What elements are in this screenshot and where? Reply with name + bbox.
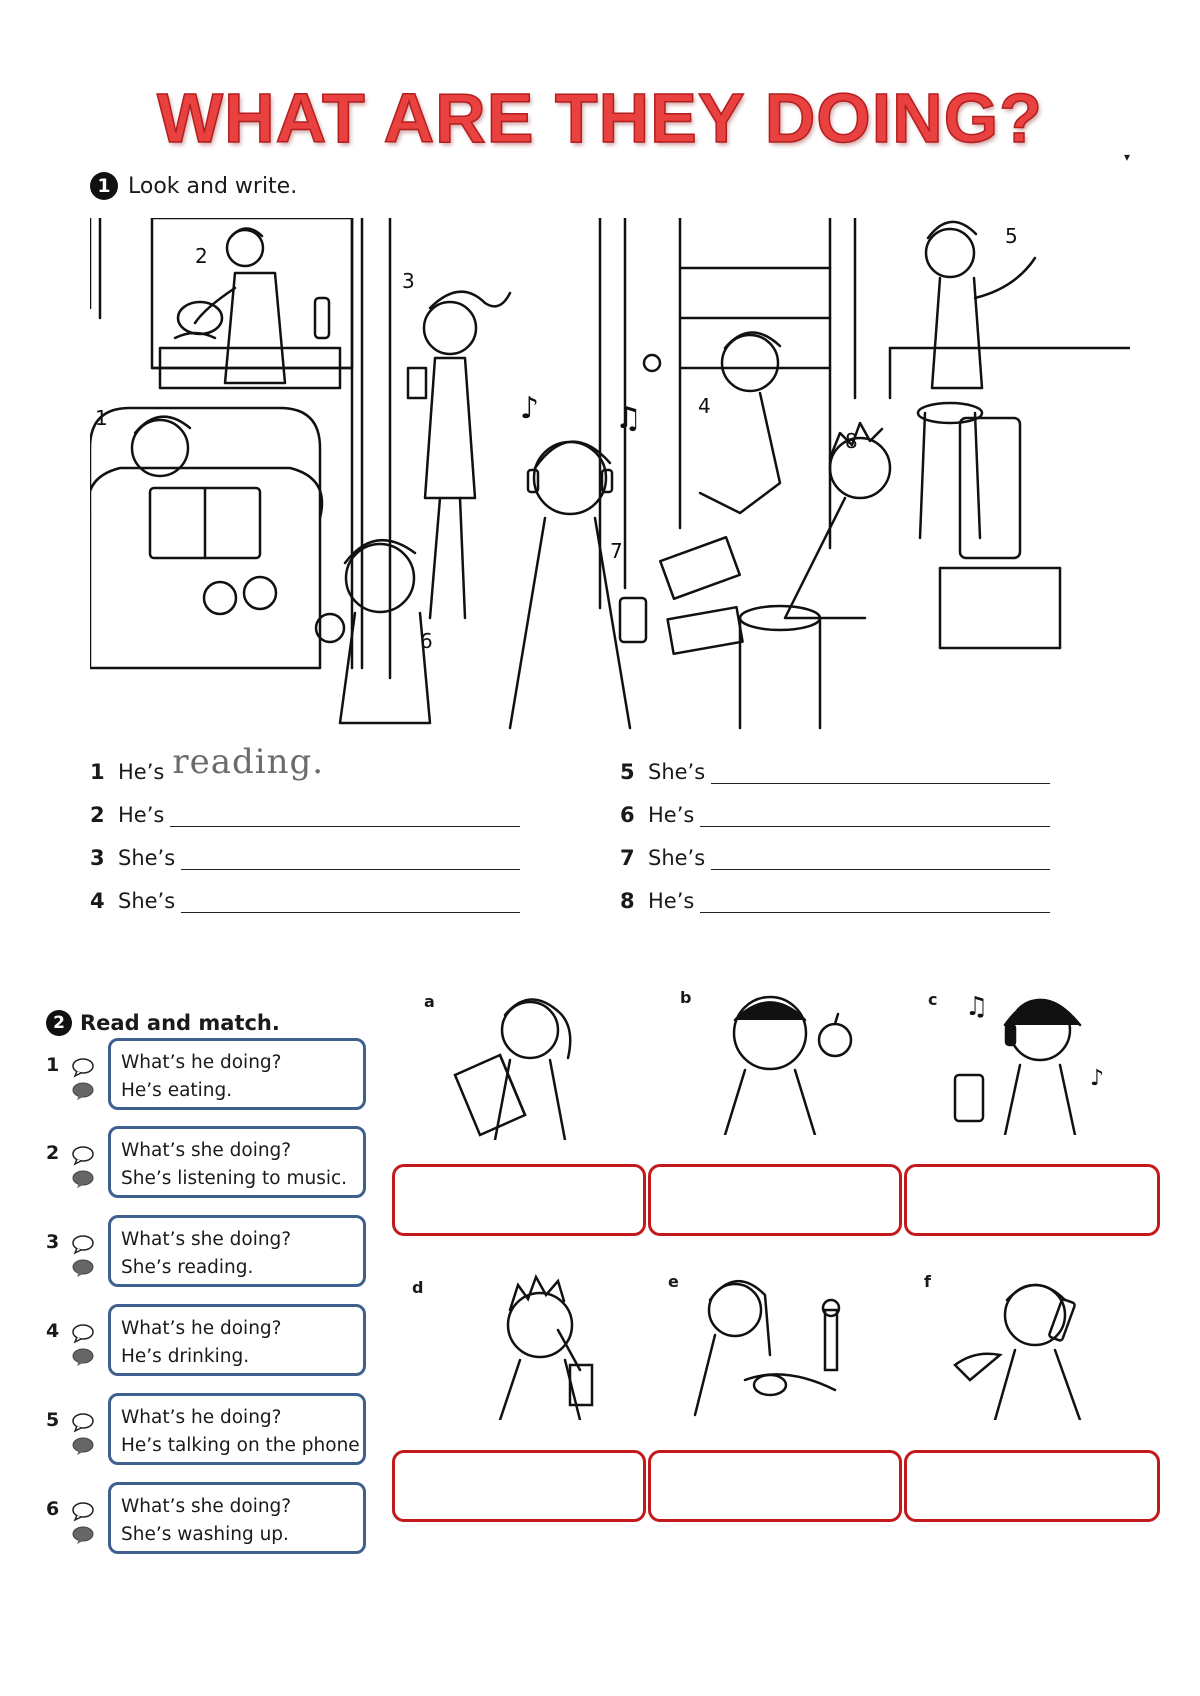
answer-line-3[interactable] [181, 843, 520, 870]
dialog-box [108, 1304, 366, 1376]
speech-bubbles-icon [70, 1322, 96, 1372]
dialog-number: 4 [46, 1320, 60, 1342]
answer-line-6[interactable] [700, 800, 1050, 827]
row-number: 2 [90, 803, 105, 827]
exercise-2-instruction: Read and match. [80, 1011, 280, 1035]
picture-label-a: a [424, 992, 435, 1011]
scene-number-4: 4 [698, 394, 711, 418]
row-subject: She’s [118, 846, 176, 870]
picture-label-b: b [680, 988, 692, 1007]
dialog-number: 6 [46, 1498, 60, 1520]
answer-line-5[interactable] [711, 757, 1050, 784]
exercise-1-number: 1 [90, 172, 118, 200]
exercise-2-header [46, 1010, 280, 1036]
write-row-4 [90, 879, 520, 913]
dialog-answer: She’s listening to music. [121, 1168, 348, 1189]
dialog-box [108, 1482, 366, 1554]
write-row-2 [90, 793, 520, 827]
answer-line-7[interactable] [711, 843, 1050, 870]
picture-c-girl-listening-music [950, 985, 1110, 1135]
answer-box-e[interactable] [648, 1450, 902, 1522]
scene-number-3: 3 [402, 269, 415, 293]
dialog-3 [46, 1215, 376, 1295]
speech-bubbles-icon [70, 1233, 96, 1283]
scene-number-8: 8 [845, 429, 858, 453]
dialog-question: What’s she doing? [121, 1140, 292, 1161]
row-number: 8 [620, 889, 635, 913]
svg-text:♪: ♪ [520, 391, 540, 426]
answer-line-2[interactable] [170, 800, 520, 827]
row-subject: He’s [648, 803, 695, 827]
dialog-number: 5 [46, 1409, 60, 1431]
dialog-box [108, 1215, 366, 1287]
row-subject: She’s [648, 846, 706, 870]
speech-bubbles-icon [70, 1500, 96, 1550]
row-subject: She’s [118, 889, 176, 913]
dialog-4 [46, 1304, 376, 1384]
write-row-5 [620, 750, 1050, 784]
write-row-7 [620, 836, 1050, 870]
dialog-6 [46, 1482, 376, 1562]
scene-number-5: 5 [1005, 224, 1018, 248]
row-number: 4 [90, 889, 105, 913]
dialog-box [108, 1393, 366, 1465]
write-row-3 [90, 836, 520, 870]
exercise-2-number: 2 [46, 1010, 72, 1036]
picture-label-c: c [928, 990, 938, 1009]
stray-mark: ▾ [1124, 150, 1131, 164]
answer-line-8[interactable] [700, 886, 1050, 913]
svg-text:♪: ♪ [1090, 1066, 1105, 1091]
dialog-question: What’s she doing? [121, 1496, 292, 1517]
row-subject: She’s [648, 760, 706, 784]
dialog-question: What’s he doing? [121, 1318, 282, 1339]
row-number: 5 [620, 760, 635, 784]
row-number: 1 [90, 760, 105, 784]
dialog-number: 3 [46, 1231, 60, 1253]
exercise-1-instruction: Look and write. [128, 173, 298, 199]
exercise-1-header [90, 172, 297, 200]
speech-bubbles-icon [70, 1144, 96, 1194]
scene-number-1: 1 [95, 406, 108, 430]
dialog-answer: He’s eating. [121, 1080, 233, 1101]
svg-text:♫: ♫ [615, 401, 642, 436]
dialog-question: What’s he doing? [121, 1407, 282, 1428]
picture-d-boy-drinking [480, 1270, 620, 1420]
dialog-box [108, 1126, 366, 1198]
picture-b-boy-eating [705, 985, 865, 1135]
answer-line-4[interactable] [181, 886, 520, 913]
answer-box-a[interactable] [392, 1164, 646, 1236]
answer-box-b[interactable] [648, 1164, 902, 1236]
row-subject: He’s [118, 760, 165, 784]
row-number: 6 [620, 803, 635, 827]
dialog-answer: She’s washing up. [121, 1524, 289, 1545]
write-row-6 [620, 793, 1050, 827]
speech-bubbles-icon [70, 1056, 96, 1106]
picture-a-girl-reading [450, 990, 590, 1140]
living-room-scene [90, 218, 1130, 738]
dialog-number: 1 [46, 1054, 60, 1076]
picture-label-e: e [668, 1272, 679, 1291]
speech-bubbles-icon [70, 1411, 96, 1461]
picture-f-boy-on-phone [945, 1270, 1115, 1420]
dialog-question: What’s she doing? [121, 1229, 292, 1250]
scene-number-6: 6 [420, 629, 433, 653]
answer-box-f[interactable] [904, 1450, 1160, 1522]
write-row-8 [620, 879, 1050, 913]
answer-line-1[interactable] [170, 742, 520, 784]
svg-text:♫: ♫ [965, 992, 989, 1022]
write-row-1 [90, 742, 520, 784]
row-subject: He’s [648, 889, 695, 913]
dialog-answer: He’s drinking. [121, 1346, 250, 1367]
row-number: 3 [90, 846, 105, 870]
row-subject: He’s [118, 803, 165, 827]
picture-label-f: f [924, 1272, 931, 1291]
scene-number-2: 2 [195, 244, 208, 268]
dialog-2 [46, 1126, 376, 1206]
picture-e-girl-washing-up [685, 1270, 865, 1420]
picture-label-d: d [412, 1278, 424, 1297]
answer-box-c[interactable] [904, 1164, 1160, 1236]
row-number: 7 [620, 846, 635, 870]
dialog-answer: She’s reading. [121, 1257, 254, 1278]
dialog-1 [46, 1038, 376, 1118]
dialog-answer: He’s talking on the phone [121, 1435, 360, 1456]
worksheet-title: WHAT ARE THEY DOING? [157, 79, 1043, 157]
dialog-question: What’s he doing? [121, 1052, 282, 1073]
scene-number-7: 7 [610, 539, 623, 563]
answer-box-d[interactable] [392, 1450, 646, 1522]
dialog-number: 2 [46, 1142, 60, 1164]
example-answer: reading. [172, 742, 325, 782]
dialog-5 [46, 1393, 376, 1473]
dialog-box [108, 1038, 366, 1110]
